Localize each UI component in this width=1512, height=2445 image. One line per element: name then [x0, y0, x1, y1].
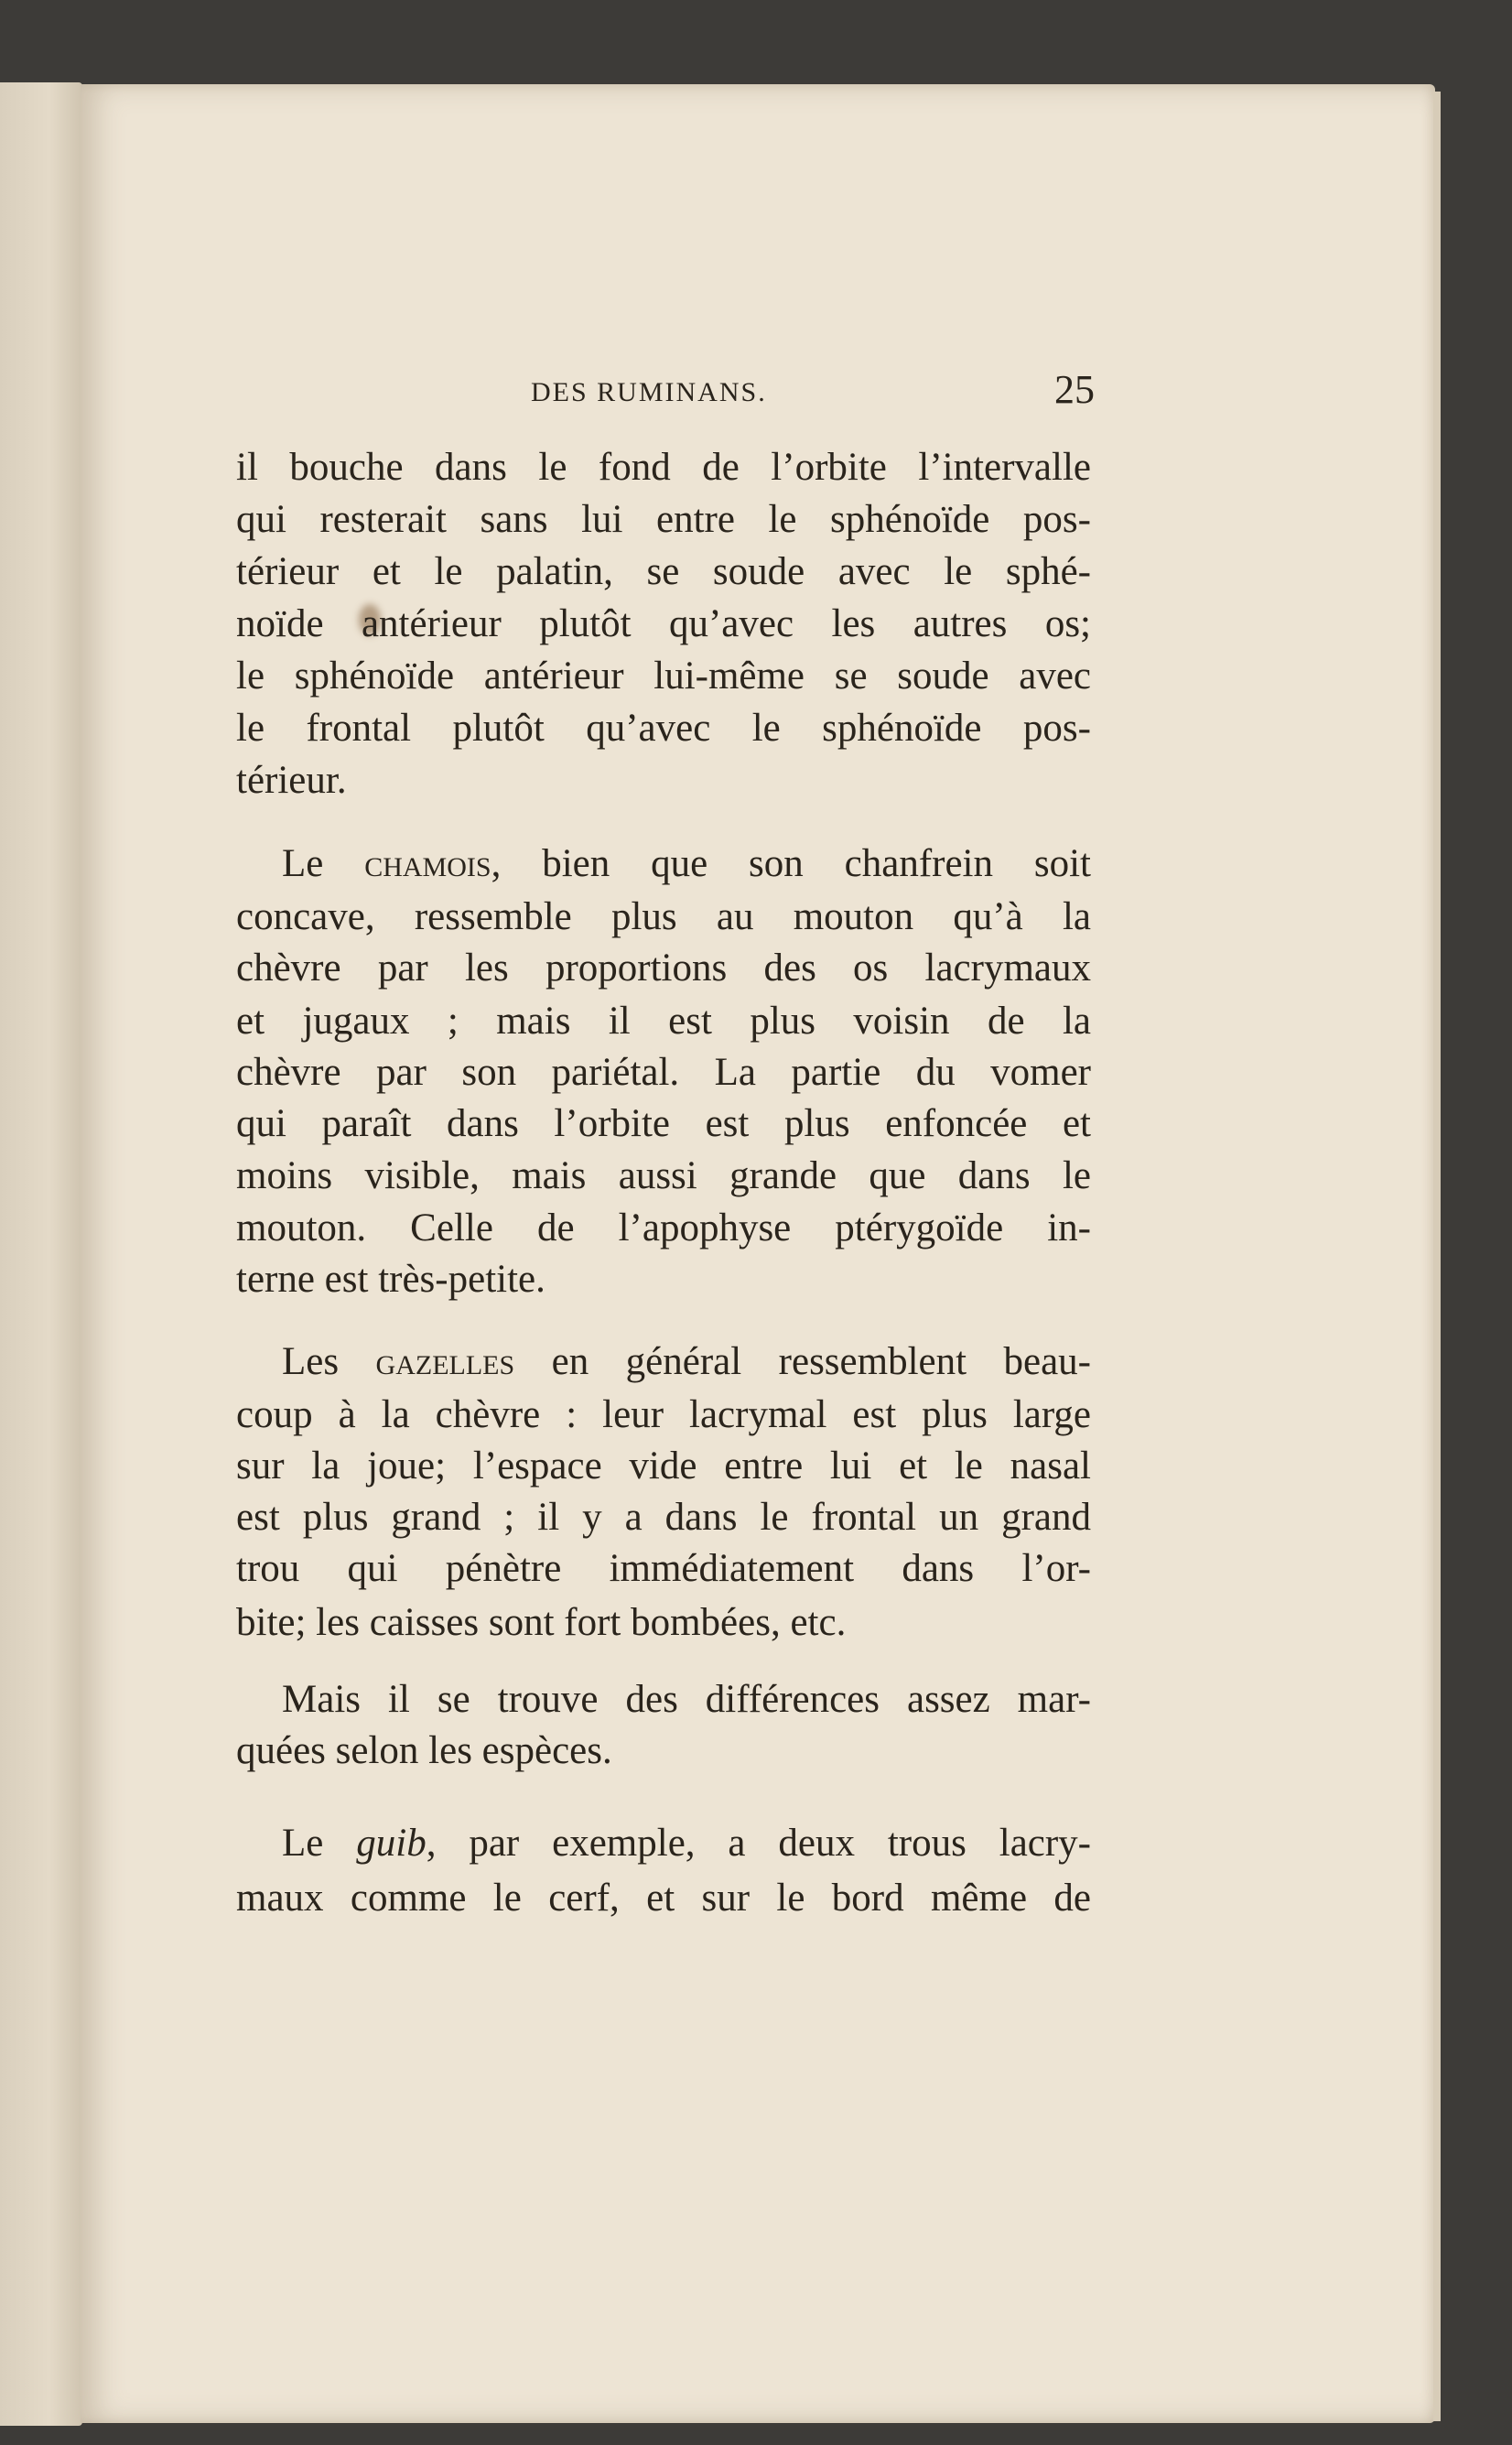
text-line [282, 1339, 1091, 1385]
text-segment: en général ressemblent beau- [514, 1340, 1091, 1383]
page-number: 25 [1054, 367, 1095, 412]
text-segment: maux comme le cerf, et sur le bord même de [236, 1877, 1091, 1920]
text-line [236, 654, 1091, 699]
text-line [282, 841, 1091, 887]
text-line [236, 1546, 1091, 1592]
italic-term: guib [356, 1822, 427, 1865]
text-segment: est plus grand ; il y a dans le frontal un grand [236, 1496, 1091, 1539]
text-line [236, 1728, 1091, 1774]
text-segment: Le [282, 842, 365, 885]
text-line [236, 1444, 1091, 1489]
page-edge [1433, 92, 1441, 2421]
text-segment: le sphénoïde antérieur lui-même se soude avec [236, 655, 1091, 698]
text-line [236, 1050, 1091, 1096]
text-segment: mouton. Celle de l’apophyse ptérygoïde in- [236, 1206, 1091, 1250]
text-segment: , par exemple, a deux trous lacry- [426, 1822, 1092, 1865]
text-line [236, 445, 1091, 491]
text-segment: qui paraît dans l’orbite est plus enfoncée et [236, 1102, 1091, 1145]
small-caps-term: gazelles [375, 1340, 515, 1383]
text-segment: térieur et le palatin, se soude avec le sphé- [236, 550, 1091, 593]
book-page [81, 84, 1435, 2423]
text-segment: noïde antérieur plutôt qu’avec les autres os; [236, 602, 1091, 645]
text-segment: trou qui pénètre immédiatement dans l’or- [236, 1547, 1091, 1590]
text-line [236, 894, 1091, 940]
text-line [236, 946, 1091, 991]
text-line [236, 1876, 1091, 1921]
text-segment: Les [282, 1340, 376, 1383]
text-segment: et jugaux ; mais il est plus voisin de la [236, 1000, 1091, 1043]
text-segment: il bouche dans le fond de l’orbite l’intervalle [236, 446, 1091, 489]
text-line [236, 1257, 1091, 1303]
text-segment: bite; les caisses sont fort bombées, etc. [236, 1601, 847, 1644]
facing-page-edge [0, 82, 82, 2426]
text-segment: concave, ressemble plus au mouton qu’à la [236, 895, 1091, 938]
text-line [236, 601, 1091, 647]
text-line [236, 549, 1091, 595]
text-segment: terne est très-petite. [236, 1258, 545, 1301]
text-segment: , bien que son chanfrein soit [491, 842, 1091, 885]
text-line [236, 1392, 1091, 1438]
text-line [282, 1677, 1091, 1723]
text-segment: chèvre par les proportions des os lacrymaux [236, 947, 1091, 990]
text-line [282, 1821, 1091, 1866]
text-segment: térieur. [236, 759, 347, 802]
text-segment: quées selon les espèces. [236, 1729, 612, 1772]
text-line [236, 758, 1091, 804]
text-line [236, 999, 1091, 1044]
text-segment: Le [282, 1822, 357, 1865]
text-segment: coup à la chèvre : leur lacrymal est plus large [236, 1393, 1091, 1436]
text-segment: le frontal plutôt qu’avec le sphénoïde pos- [236, 707, 1091, 750]
text-segment: sur la joue; l’espace vide entre lui et le nasal [236, 1444, 1091, 1488]
text-line [236, 1206, 1091, 1251]
text-line [236, 1101, 1091, 1147]
text-line [236, 1153, 1091, 1199]
text-segment: chèvre par son pariétal. La partie du vomer [236, 1051, 1091, 1094]
text-segment: moins visible, mais aussi grande que dans le [236, 1154, 1091, 1197]
text-line [236, 497, 1091, 543]
text-segment: qui resterait sans lui entre le sphénoïde pos- [236, 498, 1091, 541]
small-caps-term: chamois [364, 842, 491, 885]
text-line [236, 1600, 1091, 1646]
text-line [236, 1495, 1091, 1541]
running-title: DES RUMINANS. [531, 377, 767, 407]
text-segment: Mais il se trouve des différences assez mar- [282, 1678, 1091, 1721]
text-line [236, 706, 1091, 752]
